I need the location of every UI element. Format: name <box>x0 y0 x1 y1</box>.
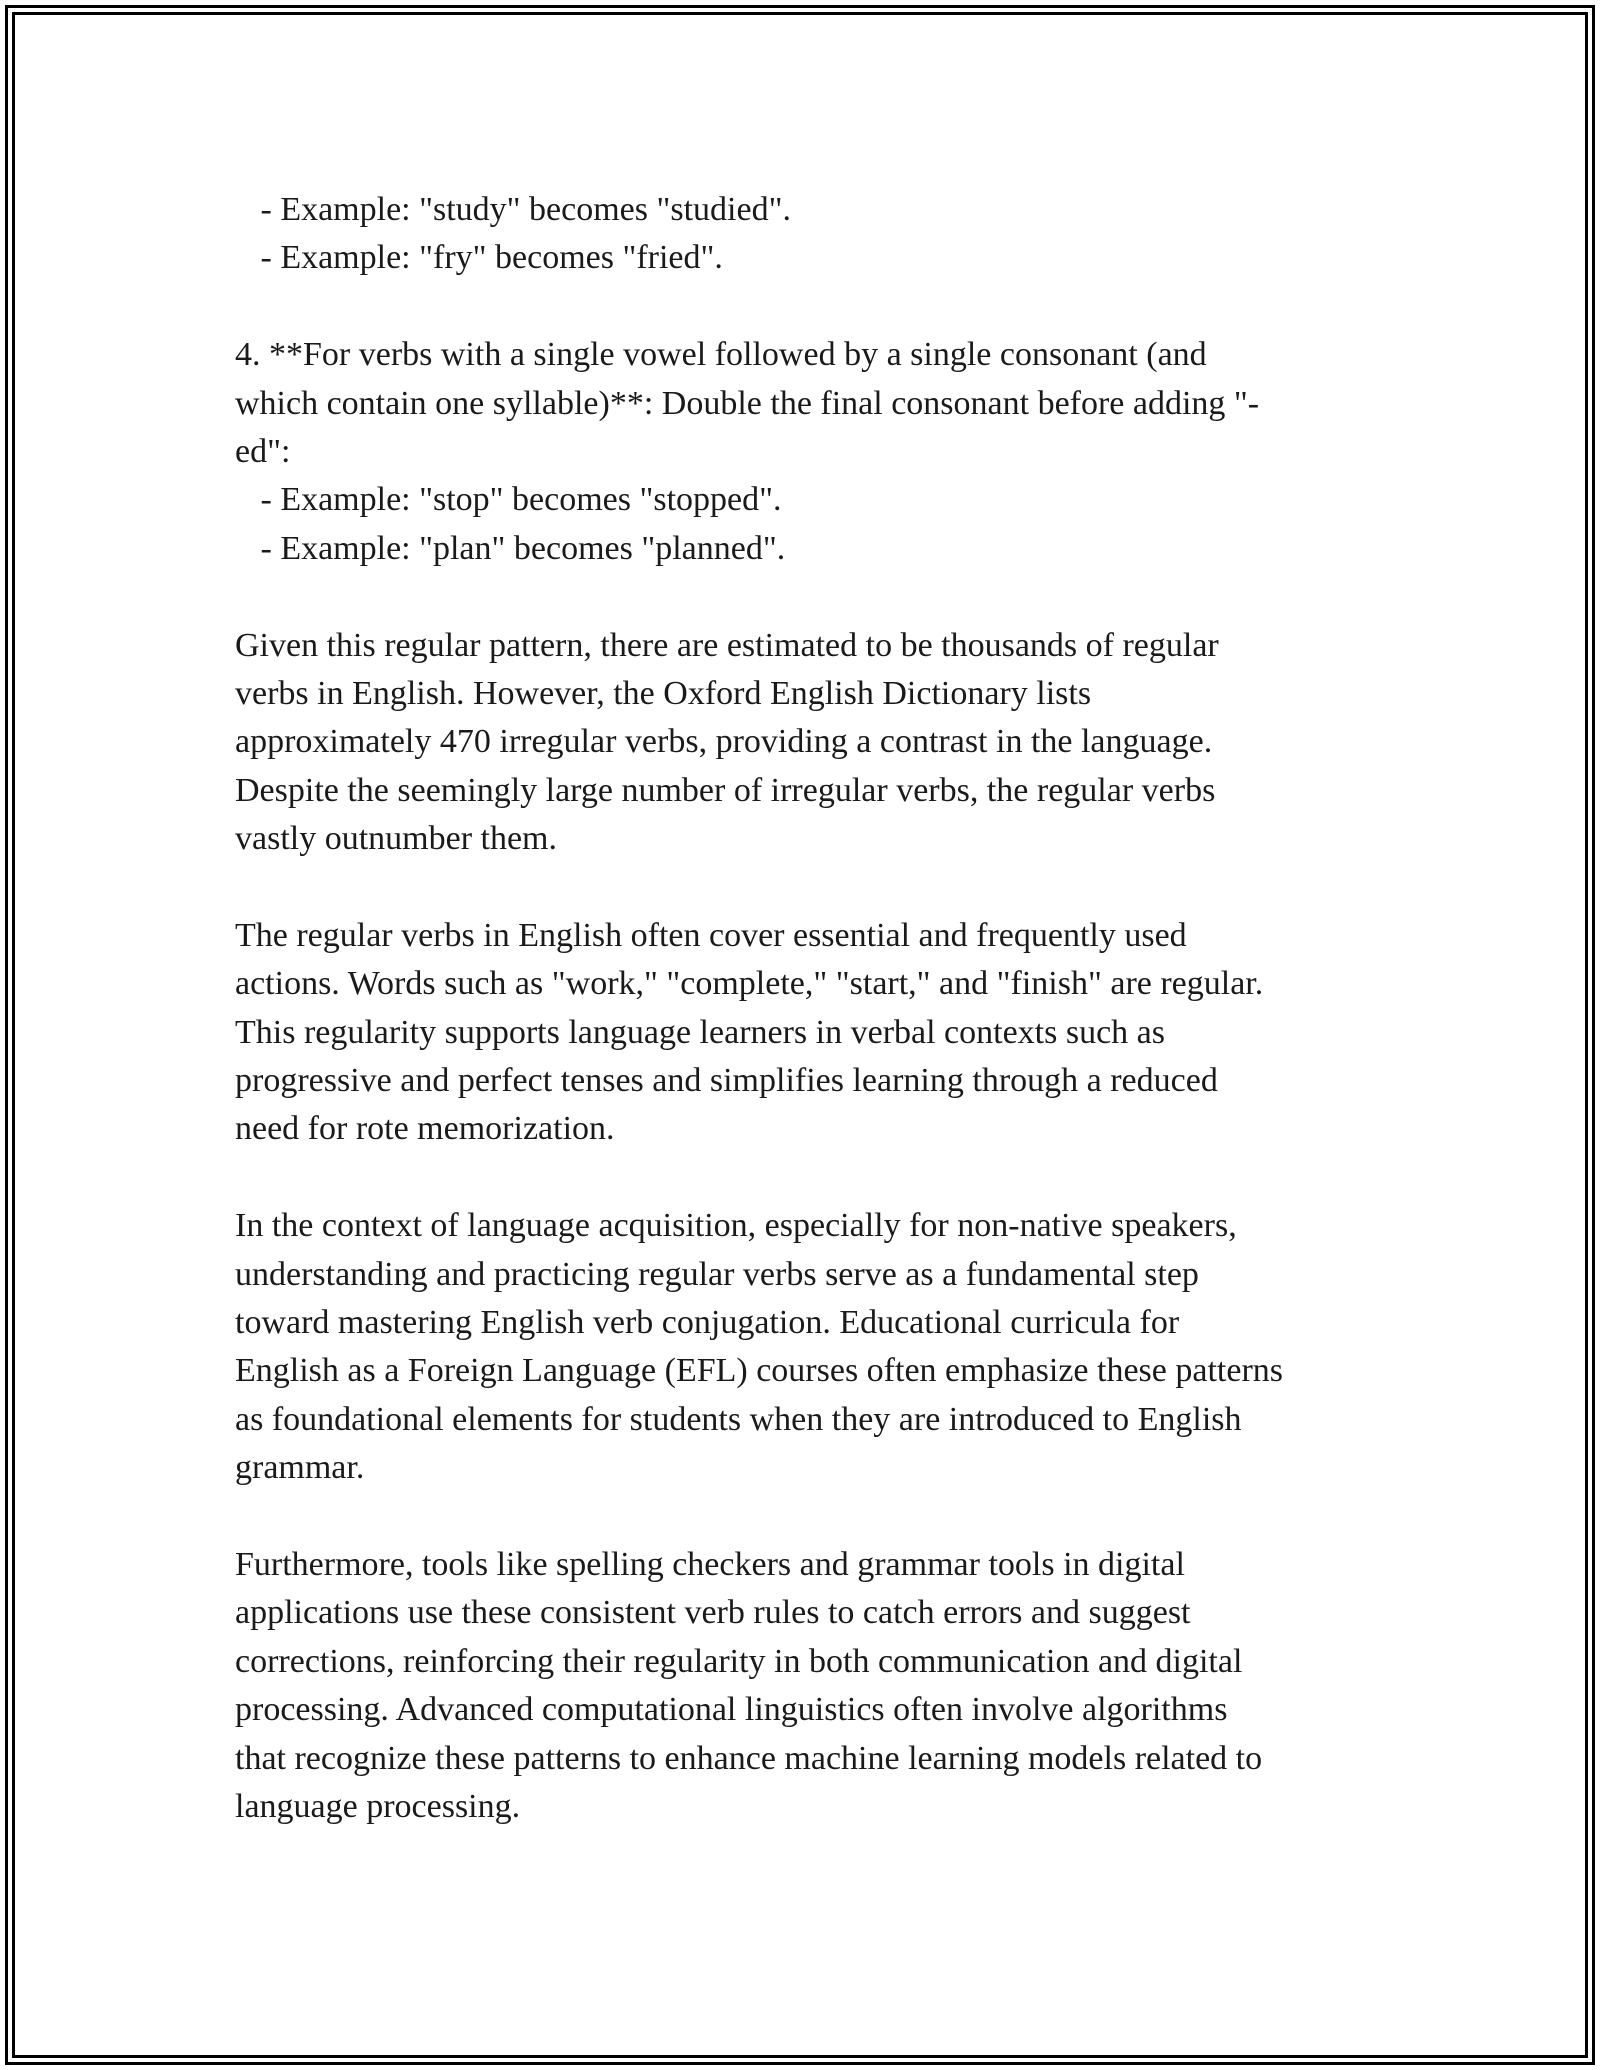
paragraph-line: English as a Foreign Language (EFL) courses often emphasize these patterns <box>235 1352 1284 1390</box>
paragraph-line: toward mastering English verb conjugation. Educational curricula for <box>235 1303 1180 1341</box>
paragraph-spacer <box>235 863 1375 911</box>
paragraph-verb-counts <box>235 622 1375 864</box>
list-item: - Example: "plan" becomes "planned". <box>235 529 786 567</box>
paragraph-line: processing. Advanced computational linguistics often involve algorithms <box>235 1691 1228 1729</box>
paragraph-line: approximately 470 irregular verbs, providing a contrast in the language. <box>235 723 1213 761</box>
list-item: - Example: "fry" becomes "fried". <box>235 239 723 277</box>
paragraph-line: verbs in English. However, the Oxford English Dictionary lists <box>235 674 1092 712</box>
paragraph-line: Despite the seemingly large number of irregular verbs, the regular verbs <box>235 771 1216 809</box>
list-item: - Example: "study" becomes "studied". <box>235 191 791 228</box>
example-list-continuation <box>235 186 1375 283</box>
paragraph-spacer <box>235 1154 1375 1202</box>
paragraph-line: This regularity supports language learners in verbal contexts such as <box>235 1013 1166 1051</box>
paragraph-line: The regular verbs in English often cover essential and frequently used <box>235 916 1187 954</box>
list-item: - Example: "stop" becomes "stopped". <box>235 481 782 519</box>
paragraph-spacer <box>235 283 1375 331</box>
paragraph-spacer <box>235 573 1375 621</box>
document-body <box>235 186 1375 1831</box>
paragraph-line: grammar. <box>235 1449 365 1487</box>
paragraph-line: actions. Words such as "work," "complete," "start," and "finish" are regular. <box>235 965 1264 1003</box>
paragraph-line: applications use these consistent verb rules to catch errors and suggest <box>235 1594 1191 1632</box>
paragraph-line: vastly outnumber them. <box>235 820 558 858</box>
paragraph-line: In the context of language acquisition, especially for non-native speakers, <box>235 1207 1237 1245</box>
rule-4-section <box>235 331 1375 573</box>
paragraph-language-acquisition <box>235 1202 1375 1492</box>
paragraph-line: language processing. <box>235 1787 521 1825</box>
paragraph-line: Given this regular pattern, there are estimated to be thousands of regular <box>235 626 1219 664</box>
paragraph-spacer <box>235 1493 1375 1541</box>
paragraph-line: corrections, reinforcing their regularity in both communication and digital <box>235 1642 1243 1680</box>
paragraph-common-regular-verbs <box>235 912 1375 1154</box>
rule-4-line: 4. **For verbs with a single vowel followed by a single consonant (and <box>235 336 1207 374</box>
paragraph-digital-tools <box>235 1541 1375 1831</box>
paragraph-line: need for rote memorization. <box>235 1110 615 1148</box>
paragraph-line: that recognize these patterns to enhance machine learning models related to <box>235 1739 1263 1777</box>
paragraph-line: Furthermore, tools like spelling checkers and grammar tools in digital <box>235 1545 1185 1583</box>
paragraph-line: progressive and perfect tenses and simplifies learning through a reduced <box>235 1062 1218 1100</box>
rule-4-line: which contain one syllable)**: Double the final consonant before adding "- <box>235 384 1260 422</box>
paragraph-line: understanding and practicing regular verbs serve as a fundamental step <box>235 1255 1199 1293</box>
paragraph-line: as foundational elements for students when they are introduced to English <box>235 1400 1242 1438</box>
rule-4-line: ed": <box>235 432 291 470</box>
